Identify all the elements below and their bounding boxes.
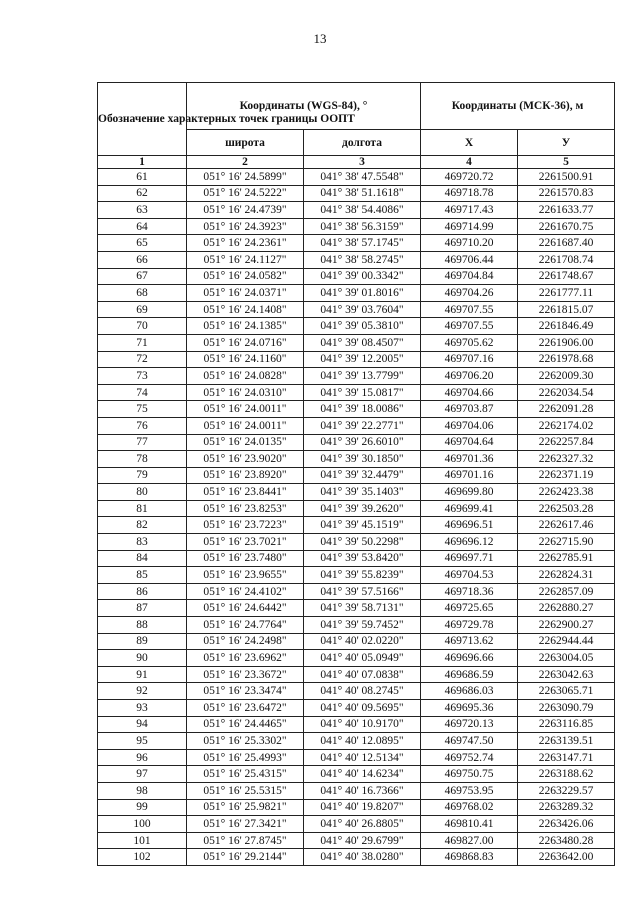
longitude-cell: 041° 39' 08.4507" (304, 334, 421, 351)
longitude-cell: 041° 39' 32.4479" (304, 467, 421, 484)
longitude-cell: 041° 38' 57.1745" (304, 235, 421, 252)
table-row (98, 650, 615, 667)
latitude-cell: 051° 16' 24.2361" (187, 235, 304, 252)
x-cell: 469704.64 (421, 434, 518, 451)
table-row (98, 318, 615, 335)
longitude-cell: 041° 40' 26.8805" (304, 816, 421, 833)
point-id-cell: 77 (98, 434, 187, 451)
table-row (98, 534, 615, 551)
point-id-cell: 94 (98, 716, 187, 733)
longitude-cell: 041° 39' 13.7799" (304, 368, 421, 385)
y-cell: 2262503.28 (518, 500, 615, 517)
x-cell: 469696.12 (421, 534, 518, 551)
table-row (98, 467, 615, 484)
point-id-cell: 102 (98, 849, 187, 866)
point-id-cell: 67 (98, 268, 187, 285)
longitude-cell: 041° 39' 22.2771" (304, 417, 421, 434)
y-cell: 2261978.68 (518, 351, 615, 368)
point-id-cell: 89 (98, 633, 187, 650)
point-id-cell: 74 (98, 384, 187, 401)
point-id-cell: 88 (98, 617, 187, 634)
header-wgs84-group: Координаты (WGS-84), ° (187, 83, 421, 130)
latitude-cell: 051° 16' 25.4315" (187, 766, 304, 783)
y-cell: 2261670.75 (518, 218, 615, 235)
y-cell: 2262944.44 (518, 633, 615, 650)
y-cell: 2262824.31 (518, 567, 615, 584)
point-id-cell: 101 (98, 832, 187, 849)
latitude-cell: 051° 16' 24.0716" (187, 334, 304, 351)
longitude-cell: 041° 39' 50.2298" (304, 534, 421, 551)
y-cell: 2263004.05 (518, 650, 615, 667)
y-cell: 2261633.77 (518, 202, 615, 219)
column-number: 2 (187, 156, 304, 169)
point-id-cell: 90 (98, 650, 187, 667)
point-id-cell: 62 (98, 185, 187, 202)
x-cell: 469752.74 (421, 749, 518, 766)
longitude-cell: 041° 38' 47.5548" (304, 169, 421, 186)
y-cell: 2262009.30 (518, 368, 615, 385)
y-cell: 2261687.40 (518, 235, 615, 252)
y-cell: 2262174.02 (518, 417, 615, 434)
longitude-cell: 041° 40' 19.8207" (304, 799, 421, 816)
x-cell: 469706.44 (421, 251, 518, 268)
point-id-cell: 93 (98, 700, 187, 717)
table-row (98, 816, 615, 833)
point-id-cell: 87 (98, 600, 187, 617)
latitude-cell: 051° 16' 24.1385" (187, 318, 304, 335)
latitude-cell: 051° 16' 23.8920" (187, 467, 304, 484)
latitude-cell: 051° 16' 23.9020" (187, 451, 304, 468)
latitude-cell: 051° 16' 25.9821" (187, 799, 304, 816)
point-id-cell: 100 (98, 816, 187, 833)
x-cell: 469696.51 (421, 517, 518, 534)
table-row (98, 384, 615, 401)
longitude-cell: 041° 39' 30.1850" (304, 451, 421, 468)
longitude-cell: 041° 39' 03.7604" (304, 301, 421, 318)
y-cell: 2261708.74 (518, 251, 615, 268)
latitude-cell: 051° 16' 25.4993" (187, 749, 304, 766)
latitude-cell: 051° 16' 24.0011" (187, 417, 304, 434)
longitude-cell: 041° 40' 12.0895" (304, 733, 421, 750)
table-row (98, 169, 615, 186)
point-id-cell: 68 (98, 285, 187, 302)
point-id-cell: 98 (98, 782, 187, 799)
latitude-cell: 051° 16' 24.0135" (187, 434, 304, 451)
x-cell: 469704.06 (421, 417, 518, 434)
x-cell: 469729.78 (421, 617, 518, 634)
latitude-cell: 051° 16' 24.0828" (187, 368, 304, 385)
table-row (98, 500, 615, 517)
x-cell: 469717.43 (421, 202, 518, 219)
point-id-cell: 82 (98, 517, 187, 534)
table-row (98, 517, 615, 534)
longitude-cell: 041° 40' 38.0280" (304, 849, 421, 866)
point-id-cell: 83 (98, 534, 187, 551)
x-cell: 469753.95 (421, 782, 518, 799)
x-cell: 469827.00 (421, 832, 518, 849)
point-id-cell: 86 (98, 583, 187, 600)
x-cell: 469701.16 (421, 467, 518, 484)
longitude-cell: 041° 39' 12.2005" (304, 351, 421, 368)
y-cell: 2262617.46 (518, 517, 615, 534)
point-id-cell: 99 (98, 799, 187, 816)
table-row (98, 683, 615, 700)
table-row (98, 633, 615, 650)
table-row (98, 235, 615, 252)
table-row (98, 766, 615, 783)
latitude-cell: 051° 16' 23.7223" (187, 517, 304, 534)
point-id-cell: 85 (98, 567, 187, 584)
latitude-cell: 051° 16' 24.1160" (187, 351, 304, 368)
y-cell: 2261570.83 (518, 185, 615, 202)
y-cell: 2263480.28 (518, 832, 615, 849)
y-cell: 2262327.32 (518, 451, 615, 468)
x-cell: 469768.02 (421, 799, 518, 816)
longitude-cell: 041° 40' 07.0838" (304, 666, 421, 683)
longitude-cell: 041° 39' 57.5166" (304, 583, 421, 600)
table-row (98, 251, 615, 268)
longitude-cell: 041° 38' 54.4086" (304, 202, 421, 219)
table-row (98, 700, 615, 717)
point-id-cell: 95 (98, 733, 187, 750)
y-cell: 2262880.27 (518, 600, 615, 617)
y-cell: 2261906.00 (518, 334, 615, 351)
x-cell: 469725.65 (421, 600, 518, 617)
table-row (98, 799, 615, 816)
table-row (98, 567, 615, 584)
table-row (98, 285, 615, 302)
y-cell: 2263147.71 (518, 749, 615, 766)
y-cell: 2261748.67 (518, 268, 615, 285)
point-id-cell: 64 (98, 218, 187, 235)
column-number: 3 (304, 156, 421, 169)
table-row (98, 484, 615, 501)
x-cell: 469701.36 (421, 451, 518, 468)
longitude-cell: 041° 40' 14.6234" (304, 766, 421, 783)
table-body (98, 169, 615, 866)
x-cell: 469705.62 (421, 334, 518, 351)
y-cell: 2261500.91 (518, 169, 615, 186)
x-cell: 469696.66 (421, 650, 518, 667)
point-id-cell: 69 (98, 301, 187, 318)
longitude-cell: 041° 40' 02.0220" (304, 633, 421, 650)
table-row (98, 401, 615, 418)
column-number: 5 (518, 156, 615, 169)
longitude-cell: 041° 40' 05.0949" (304, 650, 421, 667)
y-cell: 2262715.90 (518, 534, 615, 551)
table-row (98, 733, 615, 750)
x-cell: 469720.72 (421, 169, 518, 186)
longitude-cell: 041° 40' 08.2745" (304, 683, 421, 700)
x-cell: 469750.75 (421, 766, 518, 783)
point-id-cell: 81 (98, 500, 187, 517)
x-cell: 469704.84 (421, 268, 518, 285)
point-id-cell: 78 (98, 451, 187, 468)
point-id-cell: 63 (98, 202, 187, 219)
latitude-cell: 051° 16' 23.3672" (187, 666, 304, 683)
point-id-cell: 84 (98, 550, 187, 567)
x-cell: 469707.16 (421, 351, 518, 368)
longitude-cell: 041° 39' 05.3810" (304, 318, 421, 335)
table-row (98, 583, 615, 600)
latitude-cell: 051° 16' 27.8745" (187, 832, 304, 849)
longitude-cell: 041° 39' 59.7452" (304, 617, 421, 634)
table-row (98, 666, 615, 683)
x-cell: 469697.71 (421, 550, 518, 567)
longitude-cell: 041° 39' 15.0817" (304, 384, 421, 401)
latitude-cell: 051° 16' 23.7480" (187, 550, 304, 567)
header-msk36-group: Координаты (МСК-36), м (421, 83, 615, 130)
table-row (98, 550, 615, 567)
header-x: Х (421, 130, 518, 156)
table-row (98, 417, 615, 434)
point-id-cell: 79 (98, 467, 187, 484)
y-cell: 2262257.84 (518, 434, 615, 451)
point-id-cell: 97 (98, 766, 187, 783)
latitude-cell: 051° 16' 24.0582" (187, 268, 304, 285)
table-row (98, 301, 615, 318)
longitude-cell: 041° 38' 58.2745" (304, 251, 421, 268)
table-row (98, 617, 615, 634)
header-y: У (518, 130, 615, 156)
y-cell: 2263042.63 (518, 666, 615, 683)
y-cell: 2263116.85 (518, 716, 615, 733)
latitude-cell: 051° 16' 24.4739" (187, 202, 304, 219)
longitude-cell: 041° 39' 39.2620" (304, 500, 421, 517)
point-id-cell: 91 (98, 666, 187, 683)
y-cell: 2262034.54 (518, 384, 615, 401)
y-cell: 2262423.38 (518, 484, 615, 501)
longitude-cell: 041° 39' 35.1403" (304, 484, 421, 501)
y-cell: 2263426.06 (518, 816, 615, 833)
point-id-cell: 80 (98, 484, 187, 501)
latitude-cell: 051° 16' 23.8441" (187, 484, 304, 501)
latitude-cell: 051° 16' 27.3421" (187, 816, 304, 833)
latitude-cell: 051° 16' 23.9655" (187, 567, 304, 584)
latitude-cell: 051° 16' 23.8253" (187, 500, 304, 517)
y-cell: 2262785.91 (518, 550, 615, 567)
longitude-cell: 041° 40' 12.5134" (304, 749, 421, 766)
table-row (98, 716, 615, 733)
x-cell: 469714.99 (421, 218, 518, 235)
x-cell: 469706.20 (421, 368, 518, 385)
latitude-cell: 051° 16' 23.7021" (187, 534, 304, 551)
table-row (98, 202, 615, 219)
y-cell: 2263065.71 (518, 683, 615, 700)
latitude-cell: 051° 16' 23.6472" (187, 700, 304, 717)
latitude-cell: 051° 16' 24.1127" (187, 251, 304, 268)
y-cell: 2261846.49 (518, 318, 615, 335)
header-latitude: широта (187, 130, 304, 156)
table-row (98, 600, 615, 617)
latitude-cell: 051° 16' 24.5899" (187, 169, 304, 186)
latitude-cell: 051° 16' 24.4465" (187, 716, 304, 733)
x-cell: 469686.59 (421, 666, 518, 683)
y-cell: 2263188.62 (518, 766, 615, 783)
table-row (98, 451, 615, 468)
table-row (98, 351, 615, 368)
header-point-label: Обозначение характерных точек границы ООПТ (98, 83, 187, 156)
x-cell: 469699.80 (421, 484, 518, 501)
latitude-cell: 051° 16' 24.3923" (187, 218, 304, 235)
y-cell: 2263229.57 (518, 782, 615, 799)
point-id-cell: 66 (98, 251, 187, 268)
y-cell: 2262371.19 (518, 467, 615, 484)
x-cell: 469718.78 (421, 185, 518, 202)
longitude-cell: 041° 39' 55.8239" (304, 567, 421, 584)
latitude-cell: 051° 16' 23.6962" (187, 650, 304, 667)
y-cell: 2263642.00 (518, 849, 615, 866)
x-cell: 469713.62 (421, 633, 518, 650)
x-cell: 469710.20 (421, 235, 518, 252)
x-cell: 469703.87 (421, 401, 518, 418)
latitude-cell: 051° 16' 24.1408" (187, 301, 304, 318)
longitude-cell: 041° 40' 16.7366" (304, 782, 421, 799)
table-row (98, 185, 615, 202)
point-id-cell: 72 (98, 351, 187, 368)
longitude-cell: 041° 39' 18.0086" (304, 401, 421, 418)
x-cell: 469810.41 (421, 816, 518, 833)
y-cell: 2263139.51 (518, 733, 615, 750)
page-number: 13 (313, 31, 327, 46)
latitude-cell: 051° 16' 24.0310" (187, 384, 304, 401)
y-cell: 2263090.79 (518, 700, 615, 717)
x-cell: 469699.41 (421, 500, 518, 517)
latitude-cell: 051° 16' 24.7764" (187, 617, 304, 634)
longitude-cell: 041° 39' 45.1519" (304, 517, 421, 534)
latitude-cell: 051° 16' 25.3302" (187, 733, 304, 750)
table-row (98, 849, 615, 866)
x-cell: 469718.36 (421, 583, 518, 600)
point-id-cell: 61 (98, 169, 187, 186)
longitude-cell: 041° 40' 09.5695" (304, 700, 421, 717)
y-cell: 2262091.28 (518, 401, 615, 418)
table-row (98, 434, 615, 451)
longitude-cell: 041° 39' 53.8420" (304, 550, 421, 567)
column-number: 1 (98, 156, 187, 169)
x-cell: 469686.03 (421, 683, 518, 700)
latitude-cell: 051° 16' 24.0371" (187, 285, 304, 302)
table-row (98, 334, 615, 351)
latitude-cell: 051° 16' 24.2498" (187, 633, 304, 650)
x-cell: 469704.53 (421, 567, 518, 584)
longitude-cell: 041° 38' 51.1618" (304, 185, 421, 202)
point-id-cell: 76 (98, 417, 187, 434)
latitude-cell: 051° 16' 24.5222" (187, 185, 304, 202)
point-id-cell: 73 (98, 368, 187, 385)
latitude-cell: 051° 16' 24.4102" (187, 583, 304, 600)
table-row (98, 218, 615, 235)
x-cell: 469720.13 (421, 716, 518, 733)
latitude-cell: 051° 16' 24.0011" (187, 401, 304, 418)
longitude-cell: 041° 39' 58.7131" (304, 600, 421, 617)
x-cell: 469704.26 (421, 285, 518, 302)
point-id-cell: 65 (98, 235, 187, 252)
longitude-cell: 041° 40' 10.9170" (304, 716, 421, 733)
x-cell: 469695.36 (421, 700, 518, 717)
x-cell: 469747.50 (421, 733, 518, 750)
table-row (98, 268, 615, 285)
y-cell: 2261815.07 (518, 301, 615, 318)
y-cell: 2261777.11 (518, 285, 615, 302)
longitude-cell: 041° 39' 26.6010" (304, 434, 421, 451)
table-row (98, 782, 615, 799)
point-id-cell: 96 (98, 749, 187, 766)
longitude-cell: 041° 39' 00.3342" (304, 268, 421, 285)
latitude-cell: 051° 16' 23.3474" (187, 683, 304, 700)
x-cell: 469707.55 (421, 318, 518, 335)
y-cell: 2262857.09 (518, 583, 615, 600)
point-id-cell: 92 (98, 683, 187, 700)
x-cell: 469868.83 (421, 849, 518, 866)
y-cell: 2262900.27 (518, 617, 615, 634)
latitude-cell: 051° 16' 25.5315" (187, 782, 304, 799)
table-row (98, 832, 615, 849)
y-cell: 2263289.32 (518, 799, 615, 816)
latitude-cell: 051° 16' 24.6442" (187, 600, 304, 617)
x-cell: 469707.55 (421, 301, 518, 318)
latitude-cell: 051° 16' 29.2144" (187, 849, 304, 866)
x-cell: 469704.66 (421, 384, 518, 401)
longitude-cell: 041° 39' 01.8016" (304, 285, 421, 302)
coordinates-table (97, 82, 615, 866)
header-longitude: долгота (304, 130, 421, 156)
table-row (98, 749, 615, 766)
point-id-cell: 70 (98, 318, 187, 335)
longitude-cell: 041° 40' 29.6799" (304, 832, 421, 849)
column-number: 4 (421, 156, 518, 169)
longitude-cell: 041° 38' 56.3159" (304, 218, 421, 235)
point-id-cell: 71 (98, 334, 187, 351)
point-id-cell: 75 (98, 401, 187, 418)
table-row (98, 368, 615, 385)
